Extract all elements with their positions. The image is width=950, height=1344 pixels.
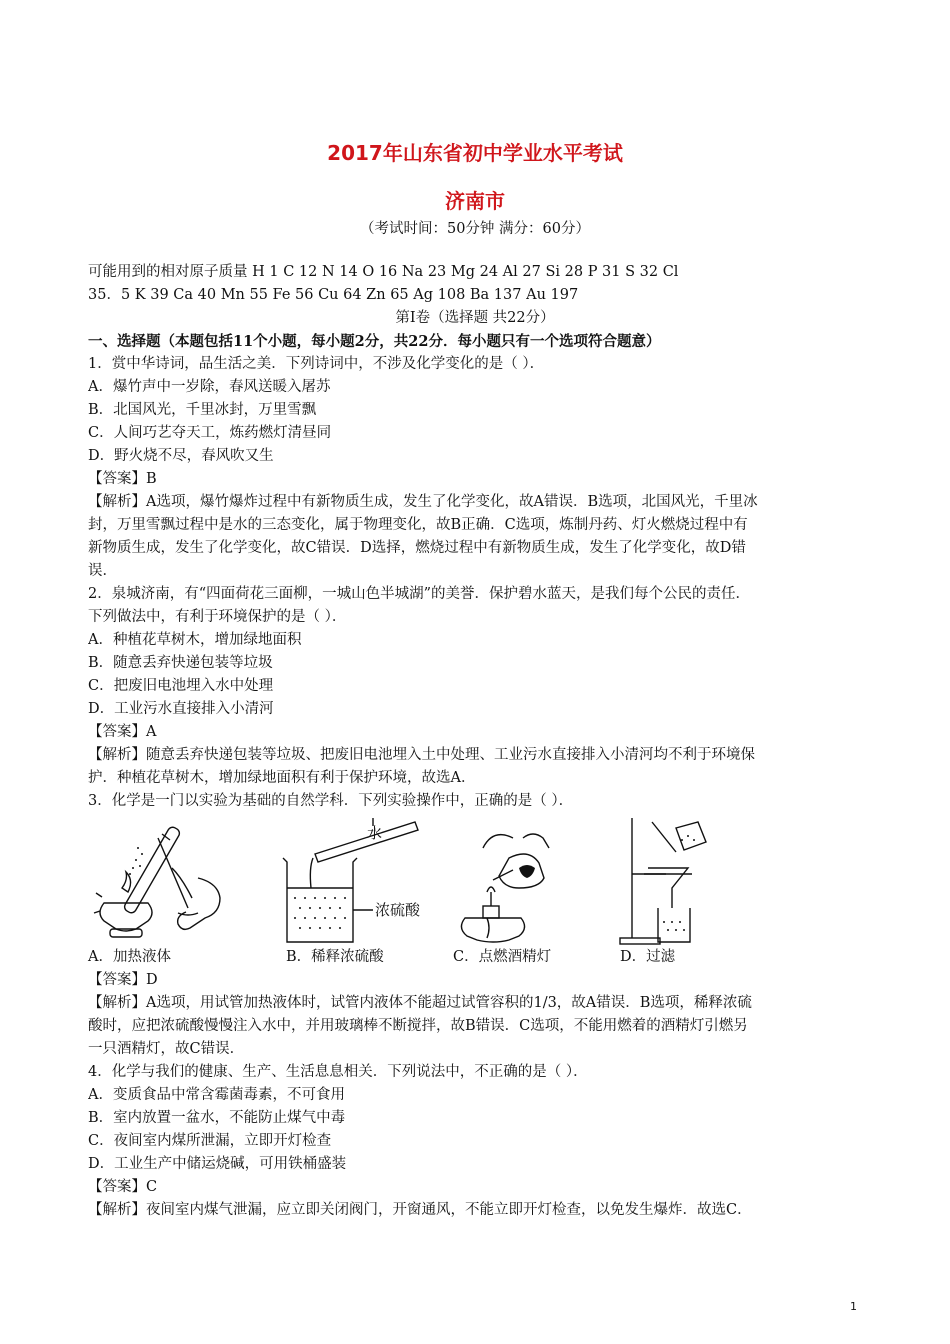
filtering-figure [608, 818, 728, 946]
q4-option-d: D．工业生产中储运烧碱，可用铁桶盛装 [88, 1156, 347, 1172]
q4-option-b: B．室内放置一盆水，不能防止煤气中毒 [88, 1110, 346, 1126]
q4-analysis-line: 【解析】夜间室内煤气泄漏，应立即关闭阀门，开窗通风，不能立即开灯检查，以免发生爆炸．故选C． [88, 1202, 752, 1218]
q1-option-a: A．爆竹声中一岁除，春风送暖入屠苏 [88, 379, 331, 395]
q1-option-d: D．野火烧不尽，春风吹又生 [88, 448, 274, 464]
acid-label: 浓硫酸 [375, 901, 421, 919]
exam-info: （考试时间：50分钟 满分：60分） [359, 221, 590, 237]
q3-figures [88, 818, 728, 946]
q4-option-a: A．变质食品中常含霉菌毒素，不可食用 [88, 1087, 345, 1103]
q2-answer: 【答案】A [88, 724, 157, 740]
dilute-acid-figure [273, 818, 433, 946]
lighting-lamp-figure [453, 818, 563, 946]
q1-answer: 【答案】B [88, 471, 157, 487]
page-number: 1 [850, 1300, 857, 1313]
q3-stem: 3．化学是一门以实验为基础的自然学科．下列实验操作中，正确的是（ ）． [88, 793, 574, 809]
q3-option-a: A．加热液体 [88, 949, 171, 965]
q3-analysis-line: 【解析】A选项，用试管加热液体时，试管内液体不能超过试管容积的1/3，故A错误．B选项，稀释浓硫 [88, 995, 752, 1011]
q4-answer: 【答案】C [88, 1179, 158, 1195]
q2-option-d: D．工业污水直接排入小清河 [88, 701, 274, 717]
q2-analysis-line: 护．种植花草树木，增加绿地面积有利于保护环境，故选A． [88, 770, 476, 786]
q1-stem: 1．赏中华诗词，品生活之美．下列诗词中，不涉及化学变化的是（ ）． [88, 356, 545, 372]
q4-option-c: C．夜间室内煤所泄漏，立即开灯检查 [88, 1133, 332, 1149]
q1-analysis-line: 封，万里雪飘过程中是水的三态变化，属于物理变化，故B正确．C选项，炼制丹药、灯火燃烧过程中有 [88, 517, 748, 533]
page-title: 2017年山东省初中学业水平考试 [327, 141, 623, 165]
q3-analysis-line: 酸时，应把浓硫酸慢慢注入水中，并用玻璃棒不断搅拌，故B错误．C选项，不能用燃着的酒精灯引燃另 [88, 1018, 748, 1034]
q3-option-b: B．稀释浓硫酸 [286, 949, 384, 965]
city-title: 济南市 [445, 189, 505, 213]
volume-title: 第Ⅰ卷（选择题 共22分） [395, 310, 555, 326]
q2-analysis-line: 【解析】随意丢弃快递包装等垃圾、把废旧电池埋入土中处理、工业污水直接排入小清河均不利于环境保 [88, 747, 755, 763]
q2-stem-line-1: 2．泉城济南，有“四面荷花三面柳，一城山色半城湖”的美誉．保护碧水蓝天，是我们每个公民的责任． [88, 586, 751, 602]
q1-analysis-line: 新物质生成，发生了化学变化，故C错误．D选择，燃烧过程中有新物质生成，发生了化学变化，故D错 [88, 540, 746, 556]
atomic-masses-line-2: 35．5 K 39 Ca 40 Mn 55 Fe 56 Cu 64 Zn 65 Ag 108 Ba 137 Au 197 [88, 287, 579, 303]
q3-analysis-line: 一只酒精灯，故C错误． [88, 1041, 245, 1057]
q4-stem: 4．化学与我们的健康、生产、生活息息相关．下列说法中，不正确的是（ ）． [88, 1064, 588, 1080]
q3-answer: 【答案】D [88, 972, 158, 988]
q2-stem-line-2: 下列做法中，有利于环境保护的是（ ）． [88, 609, 347, 625]
q1-analysis-line: 误． [88, 563, 117, 579]
water-label: 水 [367, 824, 383, 842]
q2-option-a: A．种植花草树木，增加绿地面积 [88, 632, 302, 648]
q3-option-d: D．过滤 [620, 949, 676, 965]
q3-option-c: C．点燃酒精灯 [453, 949, 552, 965]
q2-option-c: C．把废旧电池埋入水中处理 [88, 678, 274, 694]
heating-liquid-figure [88, 818, 228, 946]
atomic-masses-line-1: 可能用到的相对原子质量 H 1 C 12 N 14 O 16 Na 23 Mg 24 Al 27 Si 28 P 31 S 32 Cl [88, 264, 679, 280]
section-title: 一、选择题（本题包括11个小题，每小题2分，共22分．每小题只有一个选项符合题意） [88, 333, 661, 350]
q1-option-b: B．北国风光，千里冰封，万里雪飘 [88, 402, 317, 418]
q1-option-c: C．人间巧艺夺天工，炼药燃灯清昼同 [88, 425, 332, 441]
q1-analysis-line: 【解析】A选项，爆竹爆炸过程中有新物质生成，发生了化学变化，故A错误．B选项，北国风光，千里冰 [88, 494, 758, 510]
q2-option-b: B．随意丢弃快递包装等垃圾 [88, 655, 273, 671]
